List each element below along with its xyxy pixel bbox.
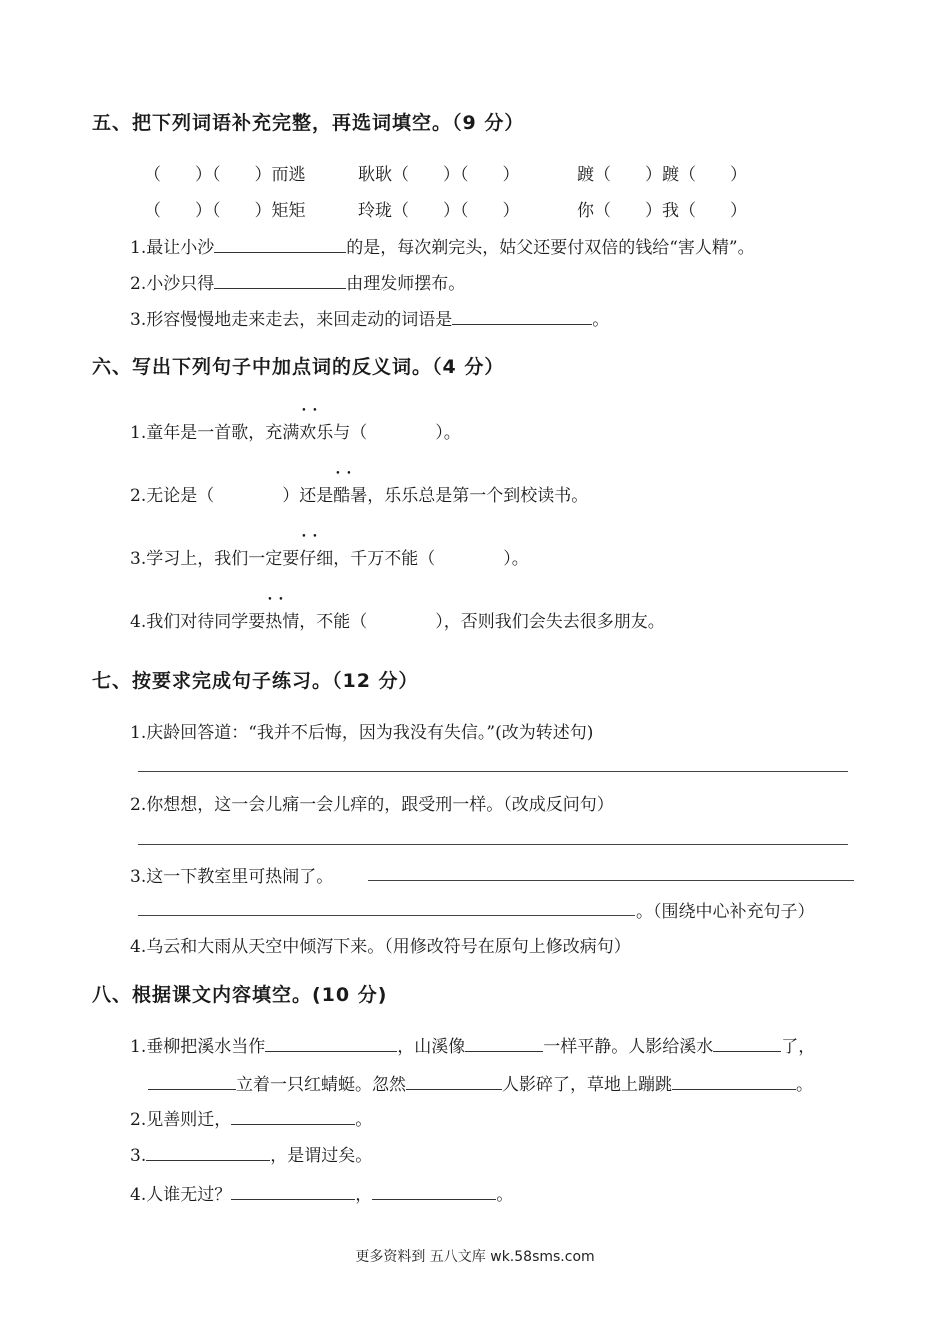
answer-blank[interactable] xyxy=(452,323,592,325)
idiom-5: 玲珑（ ）（ ） xyxy=(358,201,520,221)
sec8-question-2: 2.见善则迁， 。 xyxy=(130,1110,373,1130)
answer-line[interactable] xyxy=(138,771,848,772)
answer-blank[interactable] xyxy=(406,1088,502,1090)
section7-title: 七、按要求完成句子练习。（12 分） xyxy=(92,670,419,692)
sec6-question-1: 1.童年是一首歌，充满• • 欢乐与（ ）。 xyxy=(130,418,461,443)
idiom-1: （ ）（ ）而逃 xyxy=(144,165,306,185)
sec8-question-1-cont: 立着一只红蜻蜓。忽然 人影碎了，草地上蹦跳 。 xyxy=(148,1070,813,1095)
emphasis-word: • • 仔细 xyxy=(299,544,333,569)
answer-blank[interactable] xyxy=(672,1088,796,1090)
idiom-2: 耿耿（ ）（ ） xyxy=(358,165,520,185)
answer-blank[interactable] xyxy=(231,1123,355,1125)
section8-title: 八、根据课文内容填空。(10 分) xyxy=(92,984,388,1006)
answer-blank[interactable] xyxy=(372,1198,496,1200)
sec7-question-3: 3.这一下教室里可热闹了。 xyxy=(130,867,334,887)
answer-line[interactable] xyxy=(368,880,854,881)
sec8-question-4: 4.人谁无过？ ， 。 xyxy=(130,1185,514,1205)
answer-blank[interactable] xyxy=(146,1159,270,1161)
sec7-question-4: 4.乌云和大雨从天空中倾泻下来。（用修改符号在原句上修改病句） xyxy=(130,937,631,957)
sec5-question-1: 1.最让小沙 的是，每次剃完头，姑父还要付双倍的钱给“害人精”。 xyxy=(130,238,755,258)
footer-text: 更多资料到 五八文库 wk.58sms.com xyxy=(355,1249,595,1265)
answer-blank[interactable] xyxy=(465,1050,543,1052)
answer-blank[interactable] xyxy=(214,287,346,289)
sec6-question-4: 4.我们对待同学要• • 热情，不能（ ），否则我们会失去很多朋友。 xyxy=(130,607,665,632)
answer-blank[interactable] xyxy=(214,251,346,253)
answer-line[interactable] xyxy=(138,915,635,916)
answer-blank[interactable] xyxy=(713,1050,781,1052)
emphasis-word: • • 热情 xyxy=(265,607,299,632)
idiom-3: 踱（ ）踱（ ） xyxy=(577,165,747,185)
emphasis-word: • • 欢乐 xyxy=(299,418,333,443)
answer-blank[interactable] xyxy=(231,1198,355,1200)
answer-blank[interactable] xyxy=(148,1088,236,1090)
sec8-question-3: 3. ，是谓过矣。 xyxy=(130,1146,373,1166)
sec6-question-2: 2.无论是（ ）还是• • 酷暑，乐乐总是第一个到校读书。 xyxy=(130,481,588,506)
sec7-question-3-note: 。（围绕中心补充句子） xyxy=(636,902,815,922)
idiom-4: （ ）（ ）矩矩 xyxy=(144,201,306,221)
section5-title: 五、把下列词语补充完整，再选词填空。（9 分） xyxy=(92,112,525,134)
answer-line[interactable] xyxy=(138,844,848,845)
idiom-6: 你（ ）我（ ） xyxy=(577,201,747,221)
sec7-question-2: 2.你想想，这一会儿痛一会儿痒的，跟受刑一样。（改成反问句） xyxy=(130,795,614,815)
sec5-question-2: 2.小沙只得 由理发师摆布。 xyxy=(130,274,466,294)
sec5-question-3: 3.形容慢慢地走来走去，来回走动的词语是 。 xyxy=(130,310,610,330)
sec6-question-3: 3.学习上，我们一定要• • 仔细，千万不能（ ）。 xyxy=(130,544,529,569)
sec7-question-1: 1.庆龄回答道：“我并不后悔，因为我没有失信。”(改为转述句) xyxy=(130,723,594,743)
section6-title: 六、写出下列句子中加点词的反义词。（4 分） xyxy=(92,356,505,378)
sec8-question-1: 1.垂柳把溪水当作 ，山溪像 一样平静。人影给溪水 了， xyxy=(130,1037,816,1057)
emphasis-word: • • 酷暑 xyxy=(333,481,367,506)
answer-blank[interactable] xyxy=(265,1050,397,1052)
